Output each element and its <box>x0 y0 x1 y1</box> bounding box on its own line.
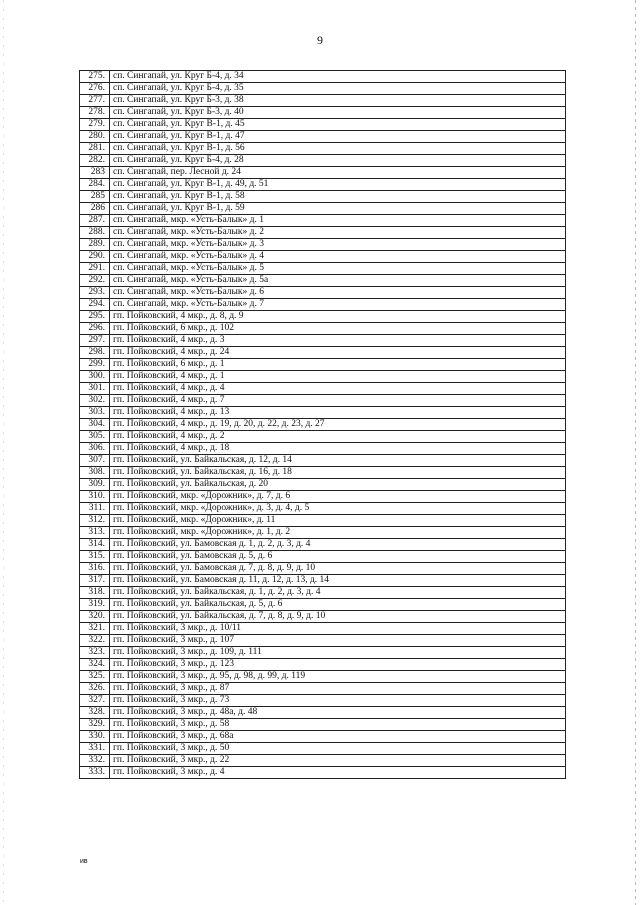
row-number: 283 <box>80 167 110 179</box>
row-number: 284. <box>80 179 110 191</box>
row-number: 329. <box>80 719 110 731</box>
table-row <box>80 743 566 755</box>
row-number: 305. <box>80 431 110 443</box>
row-number: 294. <box>80 299 110 311</box>
row-address: сп. Сингапай, ул. Круг В-1, д. 59 <box>110 203 566 215</box>
row-number: 275. <box>80 71 110 83</box>
row-address: гп. Пойковский, мкр. «Дорожник», д. 7, д. 6 <box>110 491 566 503</box>
row-address: сп. Сингапай, пер. Лесной д. 24 <box>110 167 566 179</box>
row-number: 312. <box>80 515 110 527</box>
row-number: 303. <box>80 407 110 419</box>
address-table-body <box>80 71 566 779</box>
table-row <box>80 83 566 95</box>
row-number: 316. <box>80 563 110 575</box>
row-number: 296. <box>80 323 110 335</box>
table-row <box>80 695 566 707</box>
row-address: сп. Сингапай, ул. Круг В-1, д. 58 <box>110 191 566 203</box>
row-address: сп. Сингапай, ул. Круг В-1, д. 47 <box>110 131 566 143</box>
table-row <box>80 203 566 215</box>
row-number: 307. <box>80 455 110 467</box>
row-address: сп. Сингапай, мкр. «Усть-Балык» д. 5а <box>110 275 566 287</box>
footer-mark: ив <box>80 858 88 865</box>
address-table <box>79 70 566 779</box>
row-number: 292. <box>80 275 110 287</box>
table-row <box>80 95 566 107</box>
table-row <box>80 647 566 659</box>
table-row <box>80 659 566 671</box>
row-number: 325. <box>80 671 110 683</box>
row-number: 293. <box>80 287 110 299</box>
row-number: 309. <box>80 479 110 491</box>
table-row <box>80 635 566 647</box>
row-address: гп. Пойковский, 4 мкр., д. 24 <box>110 347 566 359</box>
table-row <box>80 719 566 731</box>
row-number: 297. <box>80 335 110 347</box>
row-number: 304. <box>80 419 110 431</box>
table-row <box>80 623 566 635</box>
table-row <box>80 335 566 347</box>
row-number: 328. <box>80 707 110 719</box>
row-address: гп. Пойковский, ул. Байкальская, д. 1, д. 2, д. 3, д. 4 <box>110 587 566 599</box>
table-row <box>80 755 566 767</box>
row-address: гп. Пойковский, ул. Байкальская, д. 20 <box>110 479 566 491</box>
row-number: 332. <box>80 755 110 767</box>
table-row <box>80 107 566 119</box>
row-address: гп. Пойковский, 3 мкр., д. 4 <box>110 767 566 779</box>
row-address: гп. Пойковский, 6 мкр., д. 102 <box>110 323 566 335</box>
table-row <box>80 251 566 263</box>
row-number: 301. <box>80 383 110 395</box>
row-address: гп. Пойковский, 3 мкр., д. 109, д. 111 <box>110 647 566 659</box>
row-number: 311. <box>80 503 110 515</box>
row-address: гп. Пойковский, 3 мкр., д. 58 <box>110 719 566 731</box>
row-address: сп. Сингапай, ул. Круг Б-3, д. 38 <box>110 95 566 107</box>
table-row <box>80 275 566 287</box>
row-number: 331. <box>80 743 110 755</box>
row-number: 286 <box>80 203 110 215</box>
row-number: 327. <box>80 695 110 707</box>
row-address: гп. Пойковский, 4 мкр., д. 3 <box>110 335 566 347</box>
table-row <box>80 599 566 611</box>
row-address: гп. Пойковский, ул. Бамовская д. 5, д. 6 <box>110 551 566 563</box>
table-row <box>80 563 566 575</box>
row-number: 321. <box>80 623 110 635</box>
table-row <box>80 467 566 479</box>
table-row <box>80 671 566 683</box>
row-address: сп. Сингапай, мкр. «Усть-Балык» д. 3 <box>110 239 566 251</box>
row-number: 319. <box>80 599 110 611</box>
table-row <box>80 371 566 383</box>
row-number: 276. <box>80 83 110 95</box>
row-address: сп. Сингапай, ул. Круг Б-4, д. 28 <box>110 155 566 167</box>
row-number: 277. <box>80 95 110 107</box>
page-number: 9 <box>317 33 323 47</box>
row-address: сп. Сингапай, ул. Круг Б-4, д. 35 <box>110 83 566 95</box>
row-address: гп. Пойковский, 4 мкр., д. 4 <box>110 383 566 395</box>
row-number: 279. <box>80 119 110 131</box>
table-row <box>80 443 566 455</box>
row-number: 280. <box>80 131 110 143</box>
table-row <box>80 683 566 695</box>
row-address: гп. Пойковский, 3 мкр., д. 10/11 <box>110 623 566 635</box>
row-address: сп. Сингапай, мкр. «Усть-Балык» д. 7 <box>110 299 566 311</box>
row-address: сп. Сингапай, ул. Круг В-1, д. 49, д. 51 <box>110 179 566 191</box>
row-number: 298. <box>80 347 110 359</box>
table-row <box>80 407 566 419</box>
table-row <box>80 359 566 371</box>
row-address: гп. Пойковский, 4 мкр., д. 19, д. 20, д. 22, д. 23, д. 27 <box>110 419 566 431</box>
row-address: гп. Пойковский, 4 мкр., д. 18 <box>110 443 566 455</box>
table-row <box>80 239 566 251</box>
table-row <box>80 503 566 515</box>
row-address: гп. Пойковский, 3 мкр., д. 48а, д. 48 <box>110 707 566 719</box>
scan-edge-left <box>3 0 4 905</box>
row-address: гп. Пойковский, 6 мкр., д. 1 <box>110 359 566 371</box>
row-address: гп. Пойковский, ул. Байкальская, д. 16, д. 18 <box>110 467 566 479</box>
table-row <box>80 431 566 443</box>
row-address: гп. Пойковский, 4 мкр., д. 7 <box>110 395 566 407</box>
row-number: 291. <box>80 263 110 275</box>
row-address: сп. Сингапай, ул. Круг Б-3, д. 40 <box>110 107 566 119</box>
row-address: гп. Пойковский, 4 мкр., д. 2 <box>110 431 566 443</box>
table-row <box>80 527 566 539</box>
table-row <box>80 71 566 83</box>
row-address: гп. Пойковский, 3 мкр., д. 107 <box>110 635 566 647</box>
table-row <box>80 731 566 743</box>
row-address: гп. Пойковский, 3 мкр., д. 87 <box>110 683 566 695</box>
table-row <box>80 323 566 335</box>
table-row <box>80 383 566 395</box>
row-number: 310. <box>80 491 110 503</box>
row-address: сп. Сингапай, мкр. «Усть-Балык» д. 6 <box>110 287 566 299</box>
row-number: 320. <box>80 611 110 623</box>
row-address: гп. Пойковский, ул. Бамовская д. 7, д. 8, д. 9, д. 10 <box>110 563 566 575</box>
table-row <box>80 575 566 587</box>
row-address: гп. Пойковский, ул. Байкальская, д. 7, д. 8, д. 9, д. 10 <box>110 611 566 623</box>
table-row <box>80 143 566 155</box>
table-row <box>80 167 566 179</box>
row-address: гп. Пойковский, ул. Бамовская д. 1, д. 2, д. 3, д. 4 <box>110 539 566 551</box>
table-row <box>80 395 566 407</box>
row-address: гп. Пойковский, 3 мкр., д. 123 <box>110 659 566 671</box>
row-number: 318. <box>80 587 110 599</box>
table-row <box>80 311 566 323</box>
table-row <box>80 479 566 491</box>
row-number: 281. <box>80 143 110 155</box>
row-address: гп. Пойковский, ул. Бамовская д. 11, д. 12, д. 13, д. 14 <box>110 575 566 587</box>
row-number: 300. <box>80 371 110 383</box>
row-number: 306. <box>80 443 110 455</box>
table-row <box>80 707 566 719</box>
table-row <box>80 299 566 311</box>
row-address: сп. Сингапай, ул. Круг Б-4, д. 34 <box>110 71 566 83</box>
row-number: 326. <box>80 683 110 695</box>
row-address: гп. Пойковский, ул. Байкальская, д. 5, д. 6 <box>110 599 566 611</box>
row-address: сп. Сингапай, мкр. «Усть-Балык» д. 2 <box>110 227 566 239</box>
row-number: 278. <box>80 107 110 119</box>
table-row <box>80 611 566 623</box>
table-row <box>80 119 566 131</box>
row-number: 324. <box>80 659 110 671</box>
row-number: 299. <box>80 359 110 371</box>
row-number: 288. <box>80 227 110 239</box>
row-address: сп. Сингапай, мкр. «Усть-Балык» д. 1 <box>110 215 566 227</box>
scan-edge-right <box>635 0 636 905</box>
row-address: гп. Пойковский, 3 мкр., д. 22 <box>110 755 566 767</box>
table-row <box>80 419 566 431</box>
table-row <box>80 155 566 167</box>
row-number: 313. <box>80 527 110 539</box>
table-row <box>80 131 566 143</box>
row-address: гп. Пойковский, 4 мкр., д. 8, д. 9 <box>110 311 566 323</box>
row-number: 287. <box>80 215 110 227</box>
row-address: гп. Пойковский, 4 мкр., д. 1 <box>110 371 566 383</box>
row-address: гп. Пойковский, 4 мкр., д. 13 <box>110 407 566 419</box>
row-number: 285 <box>80 191 110 203</box>
row-address: гп. Пойковский, 3 мкр., д. 73 <box>110 695 566 707</box>
row-number: 289. <box>80 239 110 251</box>
row-address: гп. Пойковский, 3 мкр., д. 95, д. 98, д. 99, д. 119 <box>110 671 566 683</box>
table-row <box>80 455 566 467</box>
table-row <box>80 347 566 359</box>
row-address: гп. Пойковский, мкр. «Дорожник», д. 11 <box>110 515 566 527</box>
table-row <box>80 179 566 191</box>
row-address: гп. Пойковский, 3 мкр., д. 50 <box>110 743 566 755</box>
table-row <box>80 515 566 527</box>
row-number: 315. <box>80 551 110 563</box>
row-number: 308. <box>80 467 110 479</box>
row-address: сп. Сингапай, ул. Круг В-1, д. 56 <box>110 143 566 155</box>
table-row <box>80 287 566 299</box>
table-row <box>80 551 566 563</box>
row-address: гп. Пойковский, мкр. «Дорожник», д. 1, д. 2 <box>110 527 566 539</box>
table-row <box>80 767 566 779</box>
row-address: сп. Сингапай, ул. Круг В-1, д. 45 <box>110 119 566 131</box>
table-row <box>80 263 566 275</box>
row-number: 330. <box>80 731 110 743</box>
row-number: 314. <box>80 539 110 551</box>
table-row <box>80 191 566 203</box>
table-row <box>80 491 566 503</box>
table-row <box>80 215 566 227</box>
row-address: сп. Сингапай, мкр. «Усть-Балык» д. 5 <box>110 263 566 275</box>
row-address: гп. Пойковский, 3 мкр., д. 68а <box>110 731 566 743</box>
row-number: 322. <box>80 635 110 647</box>
row-number: 282. <box>80 155 110 167</box>
table-row <box>80 539 566 551</box>
row-number: 333. <box>80 767 110 779</box>
row-address: гп. Пойковский, ул. Байкальская, д. 12, д. 14 <box>110 455 566 467</box>
row-number: 290. <box>80 251 110 263</box>
row-number: 323. <box>80 647 110 659</box>
row-address: сп. Сингапай, мкр. «Усть-Балык» д. 4 <box>110 251 566 263</box>
row-number: 295. <box>80 311 110 323</box>
row-number: 302. <box>80 395 110 407</box>
table-row <box>80 587 566 599</box>
row-number: 317. <box>80 575 110 587</box>
row-address: гп. Пойковский, мкр. «Дорожник», д. 3, д. 4, д. 5 <box>110 503 566 515</box>
table-row <box>80 227 566 239</box>
